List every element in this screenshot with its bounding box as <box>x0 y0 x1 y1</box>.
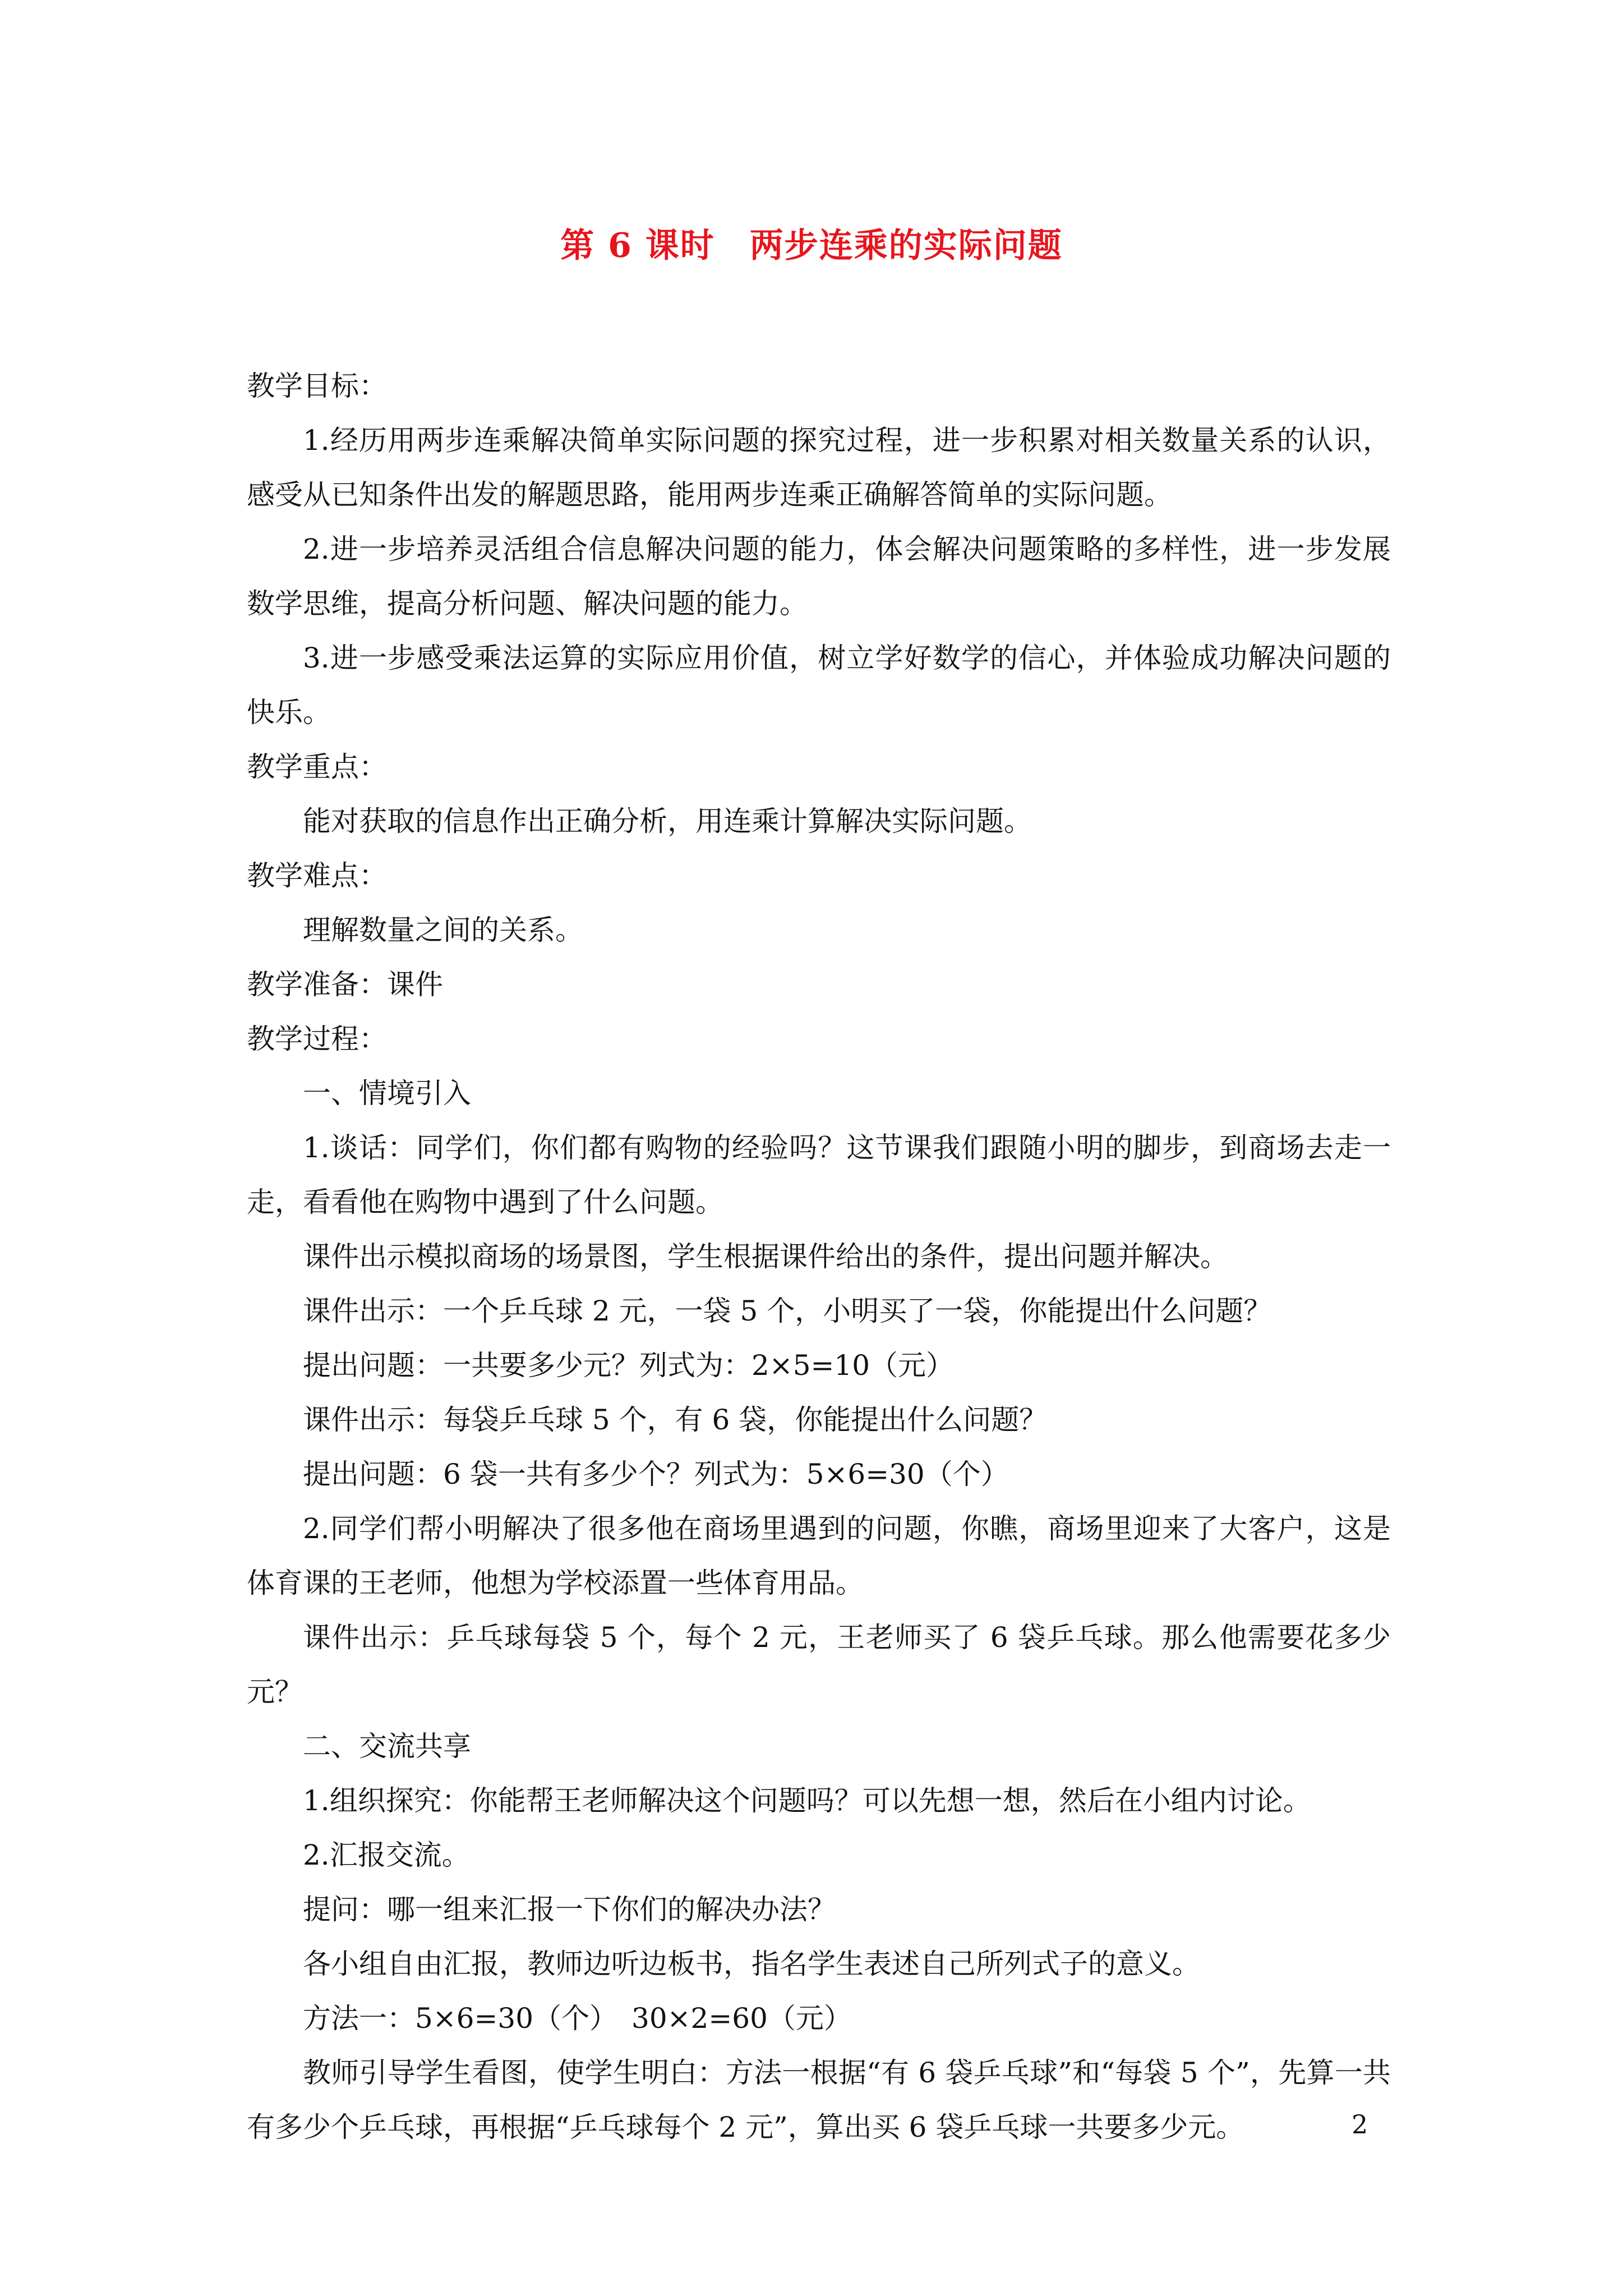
paragraph-courseware-show-3: 课件出示：乒乓球每袋 5 个，每个 2 元，王老师买了 6 袋乒乓球。那么他需要花多少元？ <box>247 1621 1391 1708</box>
paragraph-question-1: 提出问题：一共要多少元？列式为：2×5=10（元） <box>303 1349 955 1382</box>
objective-1: 1.经历用两步连乘解决简单实际问题的探究过程，进一步积累对相关数量关系的认识，感受从已知条件出发的解题思路，能用两步连乘正确解答简单的实际问题。 <box>247 424 1391 511</box>
paragraph-groups-report: 各小组自由汇报，教师边听边板书，指名学生表述自己所列式子的意义。 <box>303 1948 1200 1980</box>
paragraph-ask: 提问：哪一组来汇报一下你们的解决办法？ <box>303 1893 836 1926</box>
paragraph-report: 2.汇报交流。 <box>303 1839 470 1871</box>
paragraph-method-1: 方法一：5×6=30（个） 30×2=60（元） <box>303 2002 852 2035</box>
section-heading-difficulties: 教学难点： <box>247 859 387 892</box>
page-title: 第 6 课时 两步连乘的实际问题 <box>560 226 1063 265</box>
paragraph-explore: 1.组织探究：你能帮王老师解决这个问题吗？可以先想一想，然后在小组内讨论。 <box>303 1784 1311 1817</box>
paragraph-courseware-scene: 课件出示模拟商场的场景图，学生根据课件给出的条件，提出问题并解决。 <box>303 1240 1228 1273</box>
paragraph-big-customer: 2.同学们帮小明解决了很多他在商场里遇到的问题，你瞧，商场里迎来了大客户，这是体育课的王老师，他想为学校添置一些体育用品。 <box>247 1512 1391 1599</box>
section-heading-key-points: 教学重点： <box>247 751 387 783</box>
subsection-heading-sharing: 二、交流共享 <box>303 1730 471 1763</box>
section-heading-preparation: 教学准备：课件 <box>247 968 443 1001</box>
paragraph-conversation: 1.谈话：同学们，你们都有购物的经验吗？这节课我们跟随小明的脚步，到商场去走一走，看看他在购物中遇到了什么问题。 <box>247 1131 1391 1218</box>
section-heading-objectives: 教学目标： <box>247 370 387 402</box>
difficulty-text: 理解数量之间的关系。 <box>303 914 583 946</box>
lesson-plan-body <box>247 359 1391 2155</box>
objective-2: 2.进一步培养灵活组合信息解决问题的能力，体会解决问题策略的多样性，进一步发展数学思维，提高分析问题、解决问题的能力。 <box>247 533 1391 620</box>
paragraph-teacher-guide: 教师引导学生看图，使学生明白：方法一根据“有 6 袋乒乓球”和“每袋 5 个”，先算一共有多少个乒乓球，再根据“乒乓球每个 2 元”，算出买 6 袋乒乓球一共要多少元。 <box>247 2056 1391 2143</box>
objective-3: 3.进一步感受乘法运算的实际应用价值，树立学好数学的信心，并体验成功解决问题的快乐。 <box>247 642 1391 729</box>
paragraph-courseware-show-2: 课件出示：每袋乒乓球 5 个，有 6 袋，你能提出什么问题？ <box>303 1404 1048 1436</box>
page-number: 2 <box>1352 2109 1368 2139</box>
section-heading-process: 教学过程： <box>247 1023 387 1055</box>
paragraph-question-2: 提出问题：6 袋一共有多少个？列式为：5×6=30（个） <box>303 1458 1009 1490</box>
key-point-text: 能对获取的信息作出正确分析，用连乘计算解决实际问题。 <box>303 805 1032 838</box>
subsection-heading-introduction: 一、情境引入 <box>303 1077 471 1110</box>
paragraph-courseware-show-1: 课件出示：一个乒乓球 2 元，一袋 5 个，小明买了一袋，你能提出什么问题？ <box>303 1295 1272 1327</box>
